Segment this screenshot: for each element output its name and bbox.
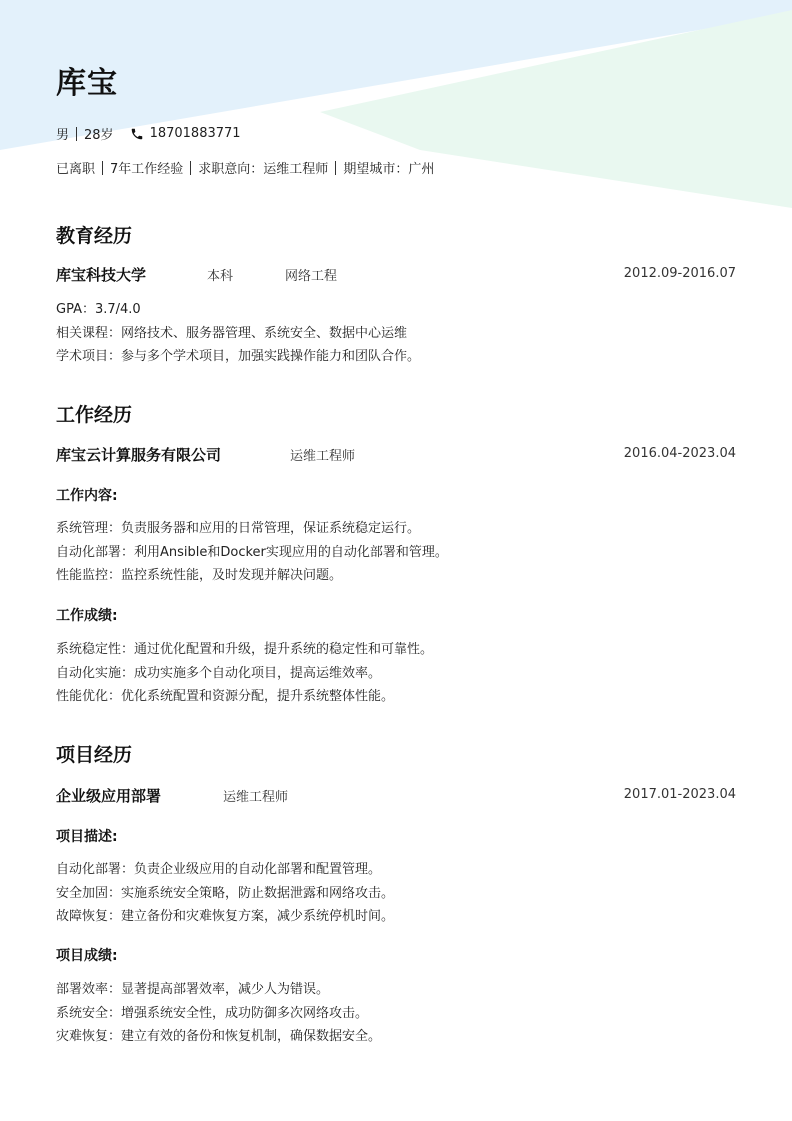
job-role: 运维工程师 xyxy=(290,449,356,464)
education-line: 相关课程：网络技术、服务器管理、系统安全、数据中心运维 xyxy=(56,325,408,341)
divider xyxy=(190,161,191,175)
education-details xyxy=(56,298,420,369)
work-content-item: 自动化部署：利用Ansible和Docker实现应用的自动化部署和管理。 xyxy=(56,544,448,560)
gender: 男 xyxy=(56,128,70,143)
work-content-item: 系统管理：负责服务器和应用的日常管理，保证系统稳定运行。 xyxy=(56,521,421,536)
divider xyxy=(76,127,77,141)
expected-city: 期望城市：广州 xyxy=(343,162,435,177)
candidate-name: 库宝 xyxy=(56,66,118,101)
project-desc-list xyxy=(56,858,394,929)
job-intention: 求职意向：运维工程师 xyxy=(198,162,329,177)
education-date: 2012.09-2016.07 xyxy=(623,266,736,281)
work-section-title: 工作经历 xyxy=(56,404,133,426)
employment-status: 已离职 xyxy=(56,162,96,177)
project-results-list xyxy=(56,978,381,1049)
project-desc-item: 故障恢复：建立备份和灾难恢复方案，减少系统停机时间。 xyxy=(56,909,395,924)
age: 28岁 xyxy=(84,128,114,143)
degree: 本科 xyxy=(207,269,234,284)
company-name: 库宝云计算服务有限公司 xyxy=(56,446,222,464)
education-section-title: 教育经历 xyxy=(56,225,133,247)
education-line: GPA：3.7/4.0 xyxy=(56,302,141,317)
project-section-title: 项目经历 xyxy=(56,744,133,766)
project-role: 运维工程师 xyxy=(223,790,289,805)
work-result-item: 性能优化：优化系统配置和资源分配，提升系统整体性能。 xyxy=(56,689,395,704)
phone-icon xyxy=(130,127,144,141)
project-desc-title: 项目描述: xyxy=(56,829,118,845)
work-result-item: 系统稳定性：通过优化配置和升级，提升系统的稳定性和可靠性。 xyxy=(56,642,434,657)
work-content-title: 工作内容: xyxy=(56,488,118,504)
school-name: 库宝科技大学 xyxy=(56,266,147,284)
phone-number: 18701883771 xyxy=(149,126,241,141)
project-name: 企业级应用部署 xyxy=(56,787,162,805)
project-result-item: 灾难恢复：建立有效的备份和恢复机制，确保数据安全。 xyxy=(56,1029,382,1044)
basic-info xyxy=(56,124,241,143)
project-results-title: 项目成绩: xyxy=(56,948,118,964)
work-results-title: 工作成绩: xyxy=(56,608,118,624)
work-header xyxy=(56,444,736,466)
work-result-item: 自动化实施：成功实施多个自动化项目，提高运维效率。 xyxy=(56,665,382,681)
header-background xyxy=(0,0,792,220)
major: 网络工程 xyxy=(285,269,338,284)
project-result-item: 部署效率：显著提高部署效率，减少人为错误。 xyxy=(56,982,330,997)
divider xyxy=(335,161,336,175)
project-header xyxy=(56,785,736,807)
job-status-info xyxy=(56,158,434,177)
project-result-item: 系统安全：增强系统安全性，成功防御多次网络攻击。 xyxy=(56,1005,369,1021)
work-content-item: 性能监控：监控系统性能，及时发现并解决问题。 xyxy=(56,568,343,583)
work-date: 2016.04-2023.04 xyxy=(623,446,736,461)
project-desc-item: 自动化部署：负责企业级应用的自动化部署和配置管理。 xyxy=(56,862,382,877)
work-experience-years: 7年工作经验 xyxy=(110,162,184,177)
project-desc-item: 安全加固：实施系统安全策略，防止数据泄露和网络攻击。 xyxy=(56,885,395,901)
work-content-list xyxy=(56,517,448,588)
education-line: 学术项目：参与多个学术项目，加强实践操作能力和团队合作。 xyxy=(56,349,421,364)
education-header xyxy=(56,264,736,286)
work-results-list xyxy=(56,638,433,709)
project-date: 2017.01-2023.04 xyxy=(623,787,736,802)
divider xyxy=(102,161,103,175)
